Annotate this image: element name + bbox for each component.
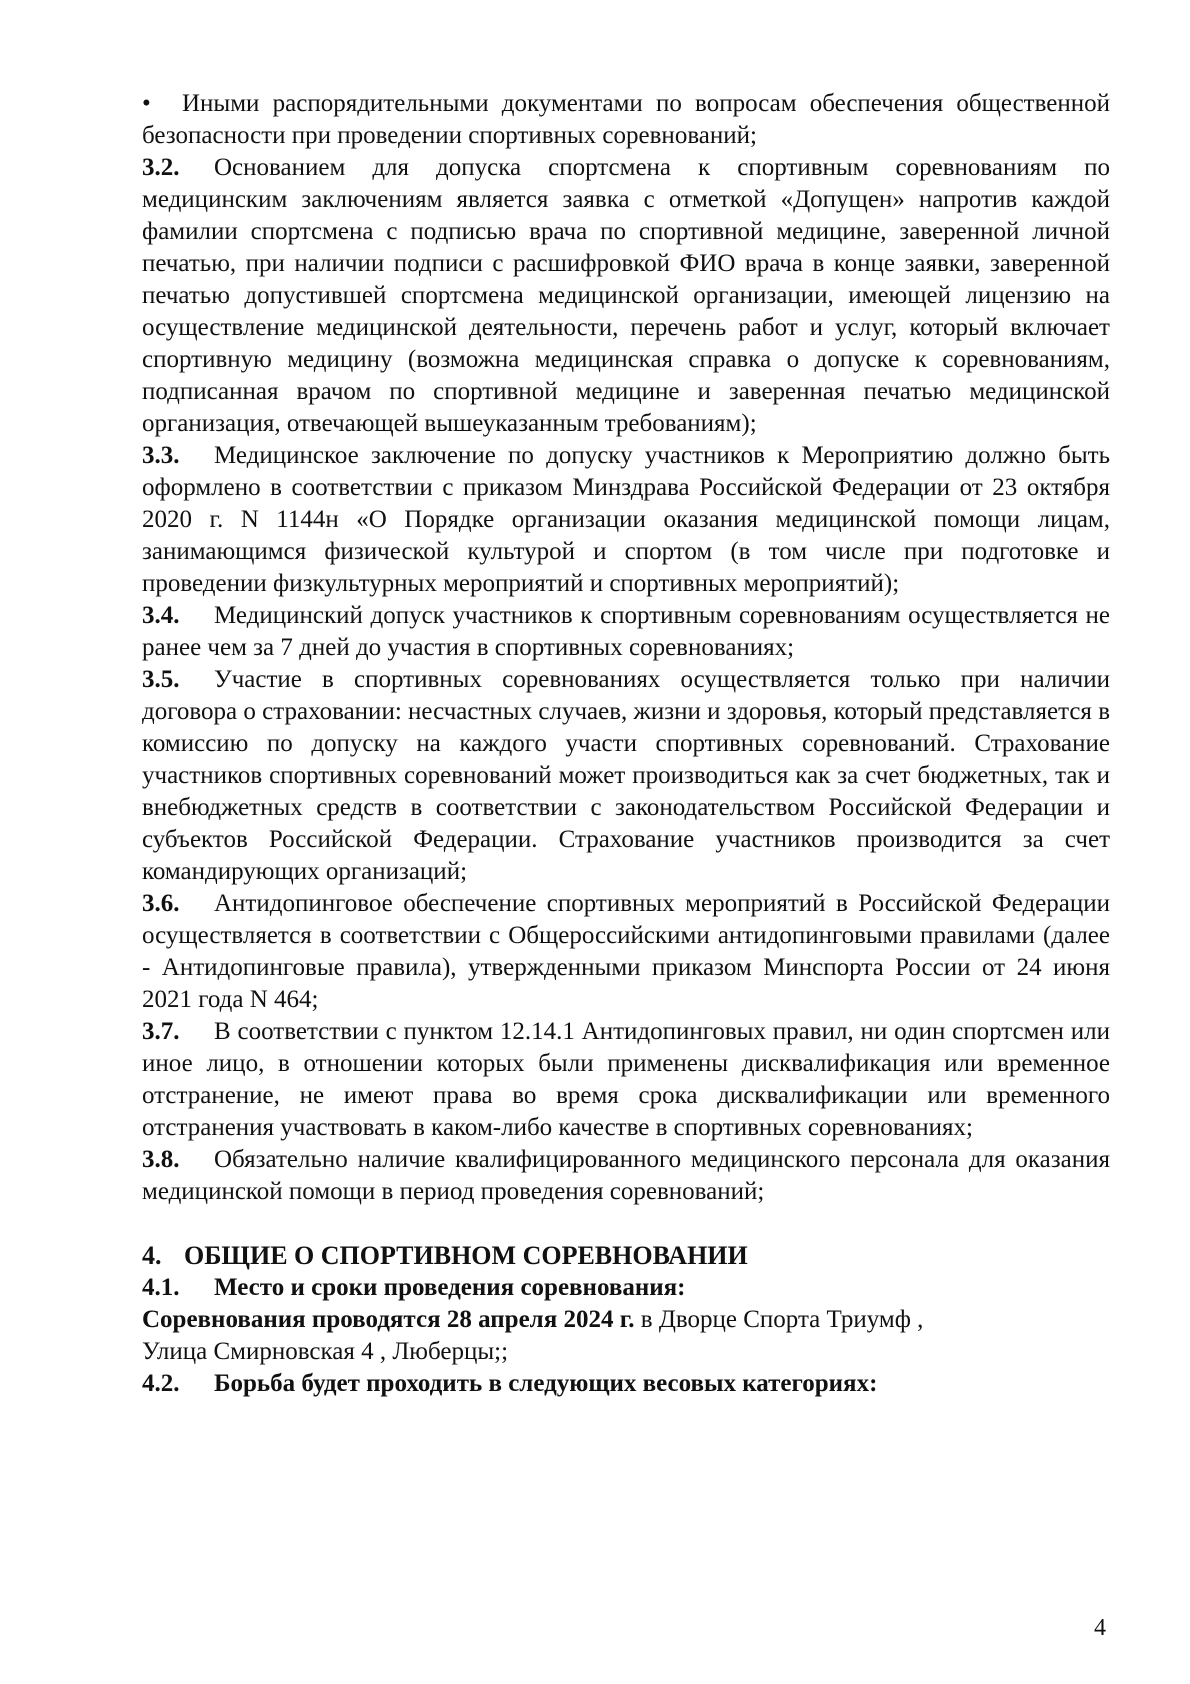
clause-3-8 [142, 1144, 1110, 1208]
clause-text: Медицинское заключение по допуску участников к Мероприятию должно быть оформлено в соответствии с приказом Минздрава Российской Федерации от 23 октября 2020 г. N 1144н «О Порядке организации оказания медицинской помощи лицам, занимающимся физической культурой и спортом (в том числе при подготовке и проведении физкультурных мероприятий и спортивных мероприятий); [142, 442, 1110, 597]
clause-text: Участие в спортивных соревнованиях осуществляется только при наличии договора о страховании: несчастных случаев, жизни и здоровья, который представляется в комиссию по допуску на каждого участи спортивных соревнований. Страхование участников спортивных соревнований может производиться как за счет бюджетных, так и внебюджетных средств в соответствии с законодательством Российской Федерации и субъектов Российской Федерации. Страхование участников производится за счет командирующих организаций; [142, 666, 1110, 885]
clause-text: Антидопинговое обеспечение спортивных мероприятий в Российской Федерации осуществляется в соответствии с Общероссийскими антидопинговыми правилами (далее - Антидопинговые правила), утвержденными приказом Минспорта России от 24 июня 2021 года N 464; [142, 890, 1110, 1013]
document-body [142, 88, 1110, 1400]
bullet-mark: • [142, 90, 151, 117]
venue-line [142, 1304, 1110, 1336]
clause-number: 3.3. [142, 442, 180, 469]
venue-address: Улица Смирновская 4 , Люберцы;; [142, 1338, 509, 1365]
clause-text: Обязательно наличие квалифицированного медицинского персонала для оказания медицинской помощи в период проведения соревнований; [142, 1146, 1110, 1205]
clause-3-4 [142, 600, 1110, 664]
section-number: 4. [142, 1241, 162, 1270]
clause-3-7 [142, 1016, 1110, 1144]
subsection-4-2 [142, 1368, 1110, 1400]
clause-number: 3.8. [142, 1146, 180, 1173]
clause-number: 3.7. [142, 1018, 180, 1045]
clause-3-6 [142, 888, 1110, 1016]
section-4-heading [142, 1240, 1110, 1272]
bullet-text: Иными распорядительными документами по вопросам обеспечения общественной безопасности при проведении спортивных соревнований; [142, 90, 1110, 149]
clause-text: Основанием для допуска спортсмена к спортивным соревнованиям по медицинским заключениям является заявка с отметкой «Допущен» напротив каждой фамилии спортсмена с подписью врача по спортивной медицине, заверенной личной печатью, при наличии подписи с расшифровкой ФИО врача в конце заявки, заверенной печатью допустившей спортсмена медицинской организации, имеющей лицензию на осуществление медицинской деятельности, перечень работ и услуг, который включает спортивную медицину (возможна медицинская справка о допуске к соревнованиям, подписанная врачом по спортивной медицине и заверенная печатью медицинской организация, отвечающей вышеуказанным требованиям); [142, 154, 1110, 437]
clause-text: Медицинский допуск участников к спортивным соревнованиям осуществляется не ранее чем за 7 дней до участия в спортивных соревнованиях; [142, 602, 1110, 661]
clause-3-5 [142, 664, 1110, 888]
bullet-paragraph [142, 88, 1110, 152]
subsection-number: 4.1. [142, 1274, 180, 1301]
subsection-number: 4.2. [142, 1370, 180, 1397]
venue-date: Соревнования проводятся 28 апреля 2024 г. [142, 1306, 635, 1333]
clause-text: В соответствии с пунктом 12.14.1 Антидопинговых правил, ни один спортсмен или иное лицо, в отношении которых были применены дисквалификация или временное отстранение, не имеют права во время срока дисквалификации или временного отстранения участвовать в каком-либо качестве в спортивных соревнованиях; [142, 1018, 1110, 1141]
clause-number: 3.5. [142, 666, 180, 693]
clause-number: 3.6. [142, 890, 180, 917]
section-title: ОБЩИЕ О СПОРТИВНОМ СОРЕВНОВАНИИ [184, 1241, 748, 1270]
clause-number: 3.2. [142, 154, 180, 181]
venue-place: в Дворце Спорта Триумф , [634, 1306, 924, 1333]
subsection-4-1 [142, 1272, 1110, 1304]
subsection-title: Борьба будет проходить в следующих весовых категориях: [214, 1370, 878, 1397]
clause-number: 3.4. [142, 602, 180, 629]
page-number: 4 [1094, 1615, 1106, 1641]
clause-3-2 [142, 152, 1110, 440]
clause-3-3 [142, 440, 1110, 600]
subsection-title: Место и сроки проведения соревнования: [214, 1274, 686, 1301]
